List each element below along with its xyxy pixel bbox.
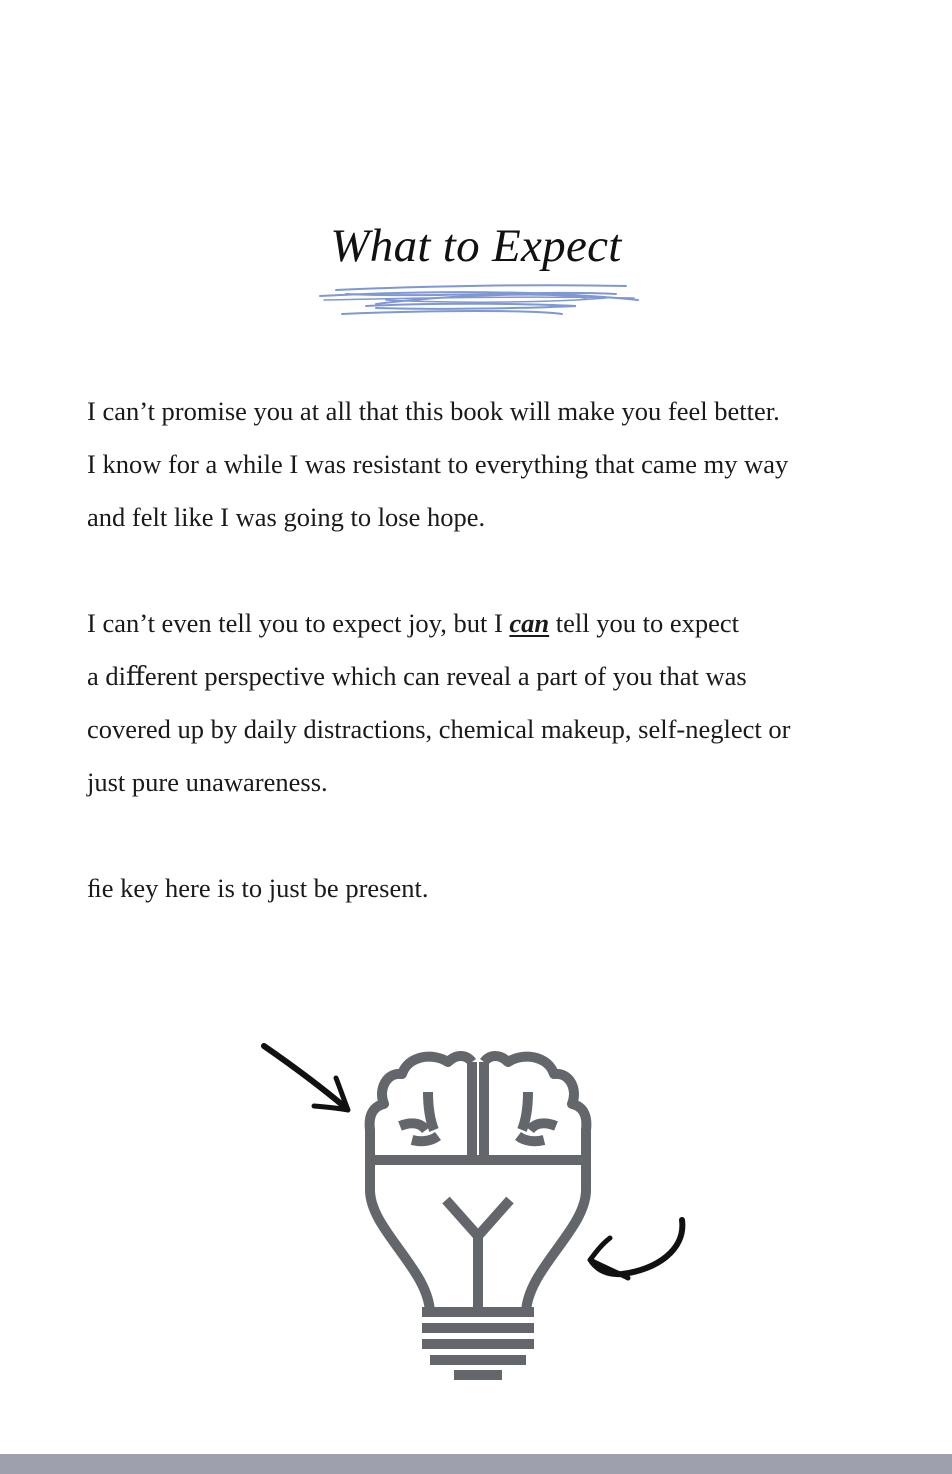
paragraph-2 [87, 597, 887, 809]
title-scribble-underline [316, 280, 642, 322]
illustration [250, 1030, 700, 1390]
brain-lightbulb-icon [370, 1056, 587, 1375]
paragraph-1 [87, 385, 887, 544]
paragraph-line: just pure unawareness. [87, 767, 328, 797]
body-text [87, 385, 887, 915]
paragraph-line-start: I can’t even tell you to expect joy, but I [87, 608, 510, 638]
paragraph-line-end: tell you to expect [549, 608, 740, 638]
paragraph-line: a diﬀerent perspective which can reveal a part of you that was [87, 661, 747, 691]
paragraph-line: and felt like I was going to lose hope. [87, 502, 486, 532]
paragraph-line: I can’t promise you at all that this book will make you feel better. [87, 396, 780, 426]
page-title: What to Expect [330, 220, 622, 272]
curved-arrow-left-icon [590, 1220, 682, 1278]
paragraph-line: covered up by daily distractions, chemical makeup, self-neglect or [87, 714, 791, 744]
arrow-down-right-icon [264, 1046, 348, 1110]
paragraph-line: ﬁe key here is to just be present. [87, 873, 429, 903]
paragraph-3 [87, 862, 887, 915]
paragraph-line: I know for a while I was resistant to everything that came my way [87, 449, 789, 479]
paragraph-line-with-emphasis [87, 597, 887, 650]
emphasized-word: can [509, 608, 550, 638]
bottom-bar [0, 1454, 952, 1474]
